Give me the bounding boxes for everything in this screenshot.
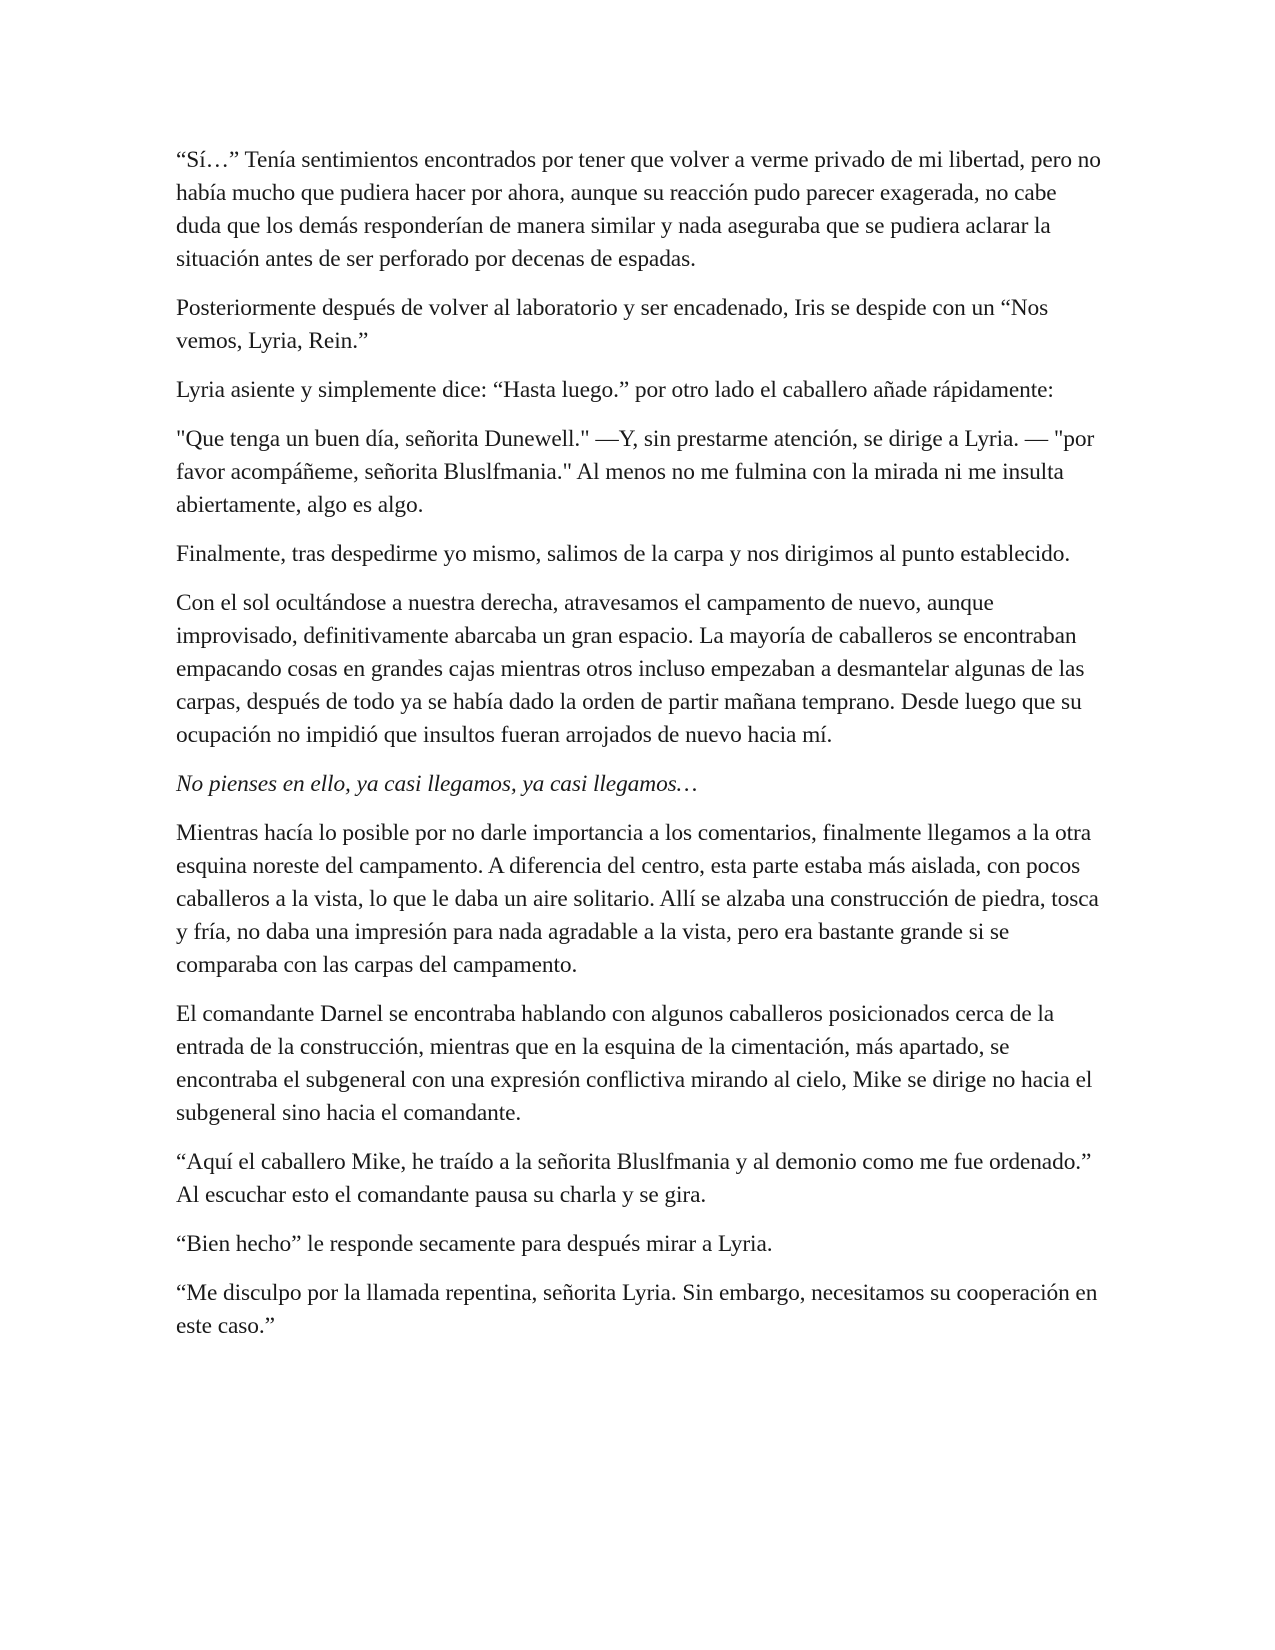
- paragraph: Con el sol ocultándose a nuestra derecha, atravesamos el campamento de nuevo, aunque improvisado, definitivamente abarcaba un gran espacio. La mayoría de caballeros se encontraban empacando cosas en grandes cajas mientras otros incluso empezaban a desmantelar algunas de las carpas, después de todo ya se había dado la orden de partir mañana temprano. Desde luego que su ocupación no impidió que insultos fueran arrojados de nuevo hacia mí.: [176, 590, 1085, 748]
- inner-thought-paragraph: No pienses en ello, ya casi llegamos, ya casi llegamos…: [176, 771, 698, 797]
- paragraph: Finalmente, tras despedirme yo mismo, salimos de la carpa y nos dirigimos al punto establecido.: [176, 541, 1071, 567]
- paragraph: Lyria asiente y simplemente dice: “Hasta luego.” por otro lado el caballero añade rápidamente:: [176, 377, 1054, 403]
- paragraph: “Aquí el caballero Mike, he traído a la señorita Bluslfmania y al demonio como me fue ordenado.” Al escuchar esto el comandante pausa su charla y se gira.: [176, 1149, 1092, 1208]
- paragraph: “Me disculpo por la llamada repentina, señorita Lyria. Sin embargo, necesitamos su cooperación en este caso.”: [176, 1280, 1098, 1339]
- paragraph: "Que tenga un buen día, señorita Dunewell." —Y, sin prestarme atención, se dirige a Lyria. — "por favor acompáñeme, señorita Bluslfmania." Al menos no me fulmina con la mirada ni me insulta abiertamente, algo es algo.: [176, 426, 1095, 518]
- paragraph: El comandante Darnel se encontraba hablando con algunos caballeros posicionados cerca de la entrada de la construcción, mientras que en la esquina de la cimentación, más apartado, se encontraba el subgeneral con una expresión conflictiva mirando al cielo, Mike se dirige no hacia el subgeneral sino hacia el comandante.: [176, 1001, 1093, 1126]
- document-body: [176, 144, 1106, 1359]
- paragraph: “Sí…” Tenía sentimientos encontrados por tener que volver a verme privado de mi libertad, pero no había mucho que pudiera hacer por ahora, aunque su reacción pudo parecer exagerada, no cabe duda que los demás responderían de manera similar y nada aseguraba que se pudiera aclarar la situación antes de ser perforado por decenas de espadas.: [176, 147, 1101, 272]
- paragraph: Mientras hacía lo posible por no darle importancia a los comentarios, finalmente llegamos a la otra esquina noreste del campamento. A diferencia del centro, esta parte estaba más aislada, con pocos caballeros a la vista, lo que le daba un aire solitario. Allí se alzaba una construcción de piedra, tosca y fría, no daba una impresión para nada agradable a la vista, pero era bastante grande si se comparaba con las carpas del campamento.: [176, 820, 1099, 978]
- paragraph: Posteriormente después de volver al laboratorio y ser encadenado, Iris se despide con un “Nos vemos, Lyria, Rein.”: [176, 295, 1049, 354]
- paragraph: “Bien hecho” le responde secamente para después mirar a Lyria.: [176, 1231, 773, 1257]
